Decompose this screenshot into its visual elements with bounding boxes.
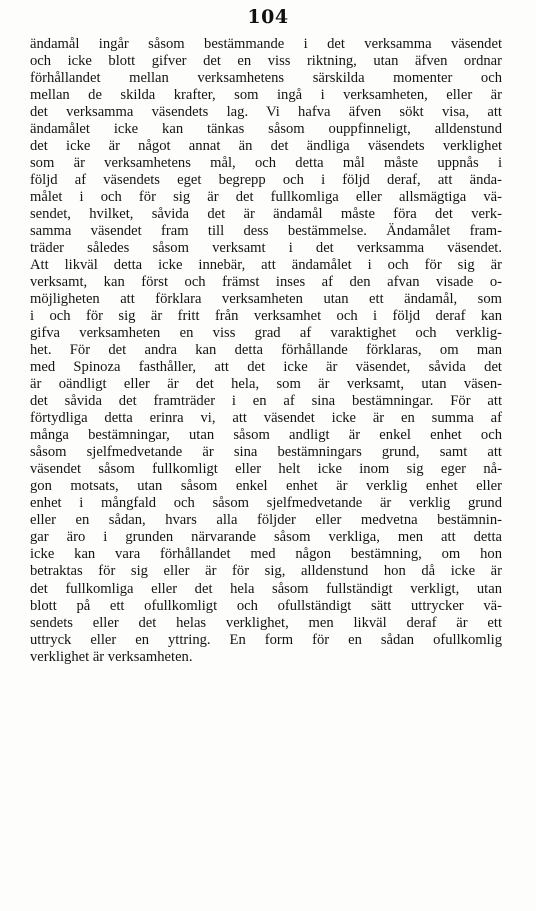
text-line: eller en sådan, hvars alla följder eller medvetna bestämnin- (30, 512, 502, 529)
text-line: förtydliga detta erinra vi, att väsendet icke är en summa af (30, 410, 502, 427)
text-line: som är verksamhetens mål, och detta mål måste uppnås i (30, 155, 502, 172)
text-line: är oändligt eller är det hela, som är verksamt, utan väsen- (30, 376, 502, 393)
text-line: gar äro i grunden närvarande såsom verkliga, men att detta (30, 529, 502, 546)
text-line: sendets eller det helas verklighet, men likväl deraf är ett (30, 614, 502, 631)
text-line: många bestämningar, utan såsom andligt är enkel enhet och (30, 427, 502, 444)
text-line: och icke blott gifver det en viss riktning, utan äfven ordnar (30, 53, 502, 70)
text-line: träder således såsom verksamt i det verksamma väsendet. (30, 240, 502, 257)
text-line: det såvida det framträder i en af sina bestämningar. För att (30, 393, 502, 410)
text-line: det icke är något annat än det ändliga väsendets verklighet (30, 138, 502, 155)
text-line: förhållandet mellan verksamhetens särskilda momenter och (30, 70, 502, 87)
text-line: det fullkomliga eller det hela såsom fullständigt verkligt, utan (30, 580, 502, 597)
text-line: sendet, hvilket, såvida det är ändamål måste föra det verk- (30, 206, 502, 223)
text-line: följd af väsendets eget begrepp och i följd deraf, att ända- (30, 172, 502, 189)
text-line: het. För det andra kan detta förhållande förklaras, om man (30, 342, 502, 359)
text-line-last: verklighet är verksamheten. (30, 648, 193, 665)
text-line: enhet i mångfald och såsom sjelfmedvetande är verklig grund (30, 495, 502, 512)
text-line: uttryck eller en yttring. En form för en sådan ofullkomlig (30, 631, 502, 648)
text-line: i och för sig är fritt från verksamhet och i följd deraf kan (30, 308, 502, 325)
text-line: Att likväl detta icke innebär, att ändamålet i och för sig är (30, 257, 502, 274)
text-line: betraktas för sig eller är för sig, alldenstund hon då icke är (30, 563, 502, 580)
text-line: möjligheten att förklara verksamheten utan ett ändamål, som (30, 291, 502, 308)
text-line: såsom sjelfmedvetande är sina bestämningars grund, samt att (30, 444, 502, 461)
text-line: målet i och för sig är det fullkomliga eller allsmägtiga vä- (30, 189, 502, 206)
text-line: blott på ett ofullkomligt och ofullständigt sätt uttrycker vä- (30, 597, 502, 614)
text-line: verksamt, kan först och främst inses af den afvan visade o- (30, 274, 502, 291)
text-line: gon motsats, utan såsom enkel enhet är verklig enhet eller (30, 478, 502, 495)
text-line: ändamål ingår såsom bestämmande i det verksamma väsendet (30, 36, 502, 52)
text-line: ändamålet icke kan tänkas såsom ouppfinneligt, alldenstund (30, 121, 502, 138)
text-line: väsendet såsom fullkomligt eller helt icke inom sig eger nå- (30, 461, 502, 478)
text-line: icke kan vara förhållandet med någon bestämning, om hon (30, 546, 502, 563)
body-text (30, 36, 502, 666)
text-line: gifva verksamheten en viss grad af varaktighet och verklig- (30, 325, 502, 342)
text-line: mellan de skilda krafter, som ingå i verksamheten, eller är (30, 87, 502, 104)
page-number: 104 (247, 6, 289, 28)
text-line: samma väsendet fram till dess bestämmelse. Ändamålet fram- (30, 223, 502, 240)
text-line: med Spinoza fasthåller, att det icke är väsendet, såvida det (30, 359, 502, 376)
text-line: det verksamma väsendets lag. Vi hafva äfven sökt visa, att (30, 104, 502, 121)
